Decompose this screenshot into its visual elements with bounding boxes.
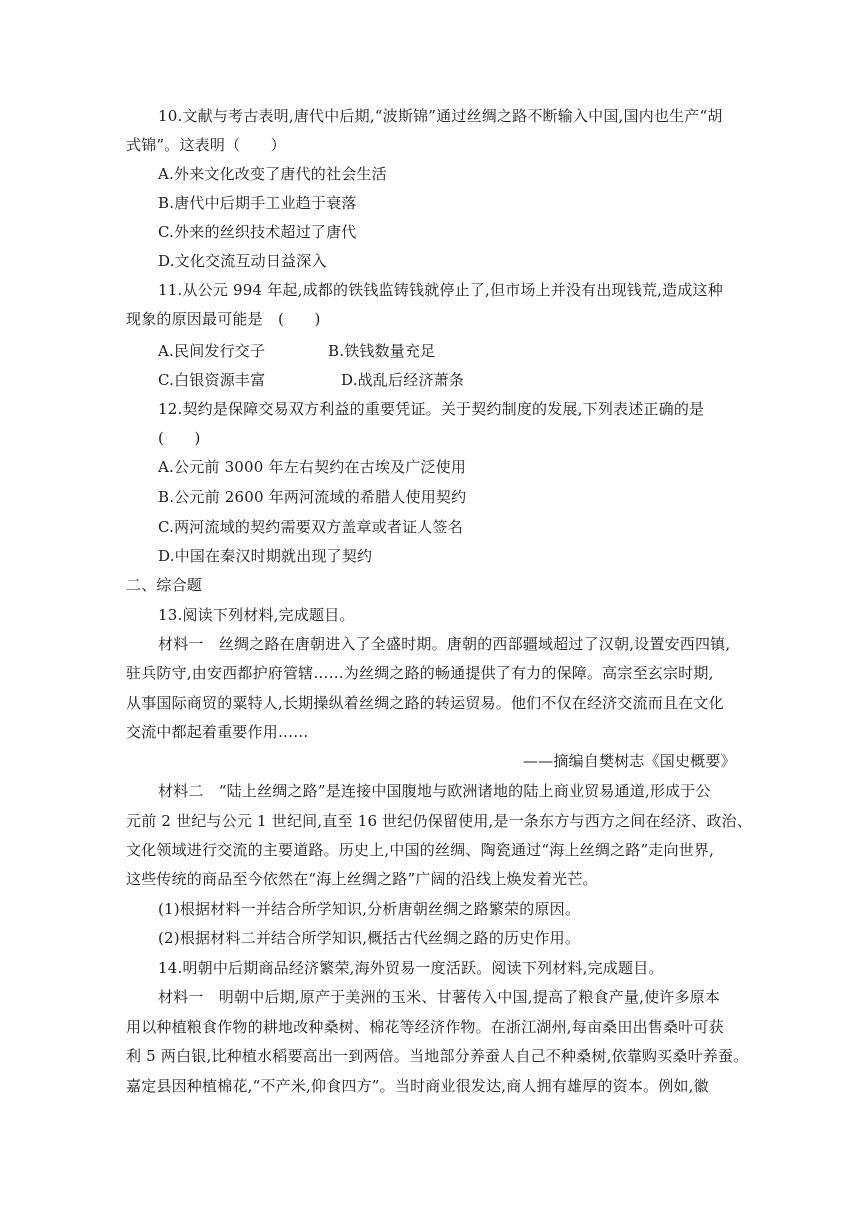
question-12-stem: 12.契约是保障交易双方利益的重要凭证。关于契约制度的发展,下列表述正确的是 [158,400,705,418]
question-13-material-1-line: 从事国际商贸的粟特人,长期操纵着丝绸之路的转运贸易。他们不仅在经济交流而且在文化 [126,694,724,712]
question-11-option-b: B.铁钱数量充足 [328,342,436,360]
question-12-stem-cont: ( ) [158,429,201,447]
question-10-stem-cont: 式锦”。这表明（ ） [126,136,286,154]
question-14-material-1-line: 利 5 两白银,比种植水稻要高出一到两倍。当地部分养蚕人自己不种桑树,依靠购买桑叶养蚕。 [126,1047,749,1065]
question-13-stem: 13.阅读下列材料,完成题目。 [158,606,355,624]
question-10-stem: 10.文献与考古表明,唐代中后期,“波斯锦”通过丝绸之路不断输入中国,国内也生产“胡 [158,107,723,125]
question-12-option-d: D.中国在秦汉时期就出现了契约 [158,547,373,565]
question-14-stem: 14.明朝中后期商品经济繁荣,海外贸易一度活跃。阅读下列材料,完成题目。 [158,959,664,977]
question-10-option-b: B.唐代中后期手工业趋于衰落 [158,194,357,212]
question-11-stem: 11.从公元 994 年起,成都的铁钱监铸钱就停止了,但市场上并没有出现钱荒,造成这种 [158,281,723,299]
question-13-material-2-line: 文化领域进行交流的主要道路。历史上,中国的丝绸、陶瓷通过“海上丝绸之路”走向世界, [126,841,715,859]
question-14-material-1-line: 嘉定县因种植棉花,“不产米,仰食四方”。当时商业很发达,商人拥有雄厚的资本。例如,徽 [126,1077,709,1095]
question-13-material-1-line: 材料一 丝绸之路在唐朝进入了全盛时期。唐朝的西部疆域超过了汉朝,设置安西四镇, [158,635,731,653]
question-13-material-1-line: 驻兵防守,由安西都护府管辖……为丝绸之路的畅通提供了有力的保障。高宗至玄宗时期, [126,664,714,682]
question-13-material-2-line: 材料二 “陆上丝绸之路”是连接中国腹地与欧洲诸地的陆上商业贸易通道,形成于公 [158,782,711,800]
question-10-option-c: C.外来的丝织技术超过了唐代 [158,223,357,241]
question-14-material-1-line: 材料一 明朝中后期,原产于美洲的玉米、甘薯传入中国,提高了粮食产量,使许多原本 [158,988,721,1006]
question-13-subquestion-1: (1)根据材料一并结合所学知识,分析唐朝丝绸之路繁荣的原因。 [158,900,581,918]
question-13-subquestion-2: (2)根据材料二并结合所学知识,概括古代丝绸之路的历史作用。 [158,929,581,947]
question-11-option-a: A.民间发行交子 [158,342,266,360]
question-11-option-c: C.白银资源丰富 [158,371,266,389]
question-12-option-c: C.两河流域的契约需要双方盖章或者证人签名 [158,518,463,536]
question-11-option-d: D.战乱后经济萧条 [341,371,465,389]
question-13-material-1-line: 交流中都起着重要作用…… [126,723,309,741]
question-10-option-a: A.外来文化改变了唐代的社会生活 [158,165,387,183]
question-10-option-d: D.文化交流互动日益深入 [158,252,327,270]
section-heading: 二、综合题 [126,576,203,594]
question-11-stem-cont: 现象的原因最可能是 ( ) [126,310,321,328]
question-13-material-1-source: ——摘编自樊树志《国史概要》 [523,752,736,770]
question-13-material-2-line: 这些传统的商品至今依然在“海上丝绸之路”广阔的沿线上焕发着光芒。 [126,870,598,888]
question-12-option-a: A.公元前 3000 年左右契约在古埃及广泛使用 [158,458,467,476]
question-14-material-1-line: 用以种植粮食作物的耕地改种桑树、棉花等经济作物。在浙江湖州,每亩桑田出售桑叶可获 [126,1018,724,1036]
question-12-option-b: B.公元前 2600 年两河流域的希腊人使用契约 [158,488,467,506]
question-13-material-2-line: 元前 2 世纪与公元 1 世纪间,直至 16 世纪仍保留使用,是一条东方与西方之间在经济、政治、 [126,812,752,830]
